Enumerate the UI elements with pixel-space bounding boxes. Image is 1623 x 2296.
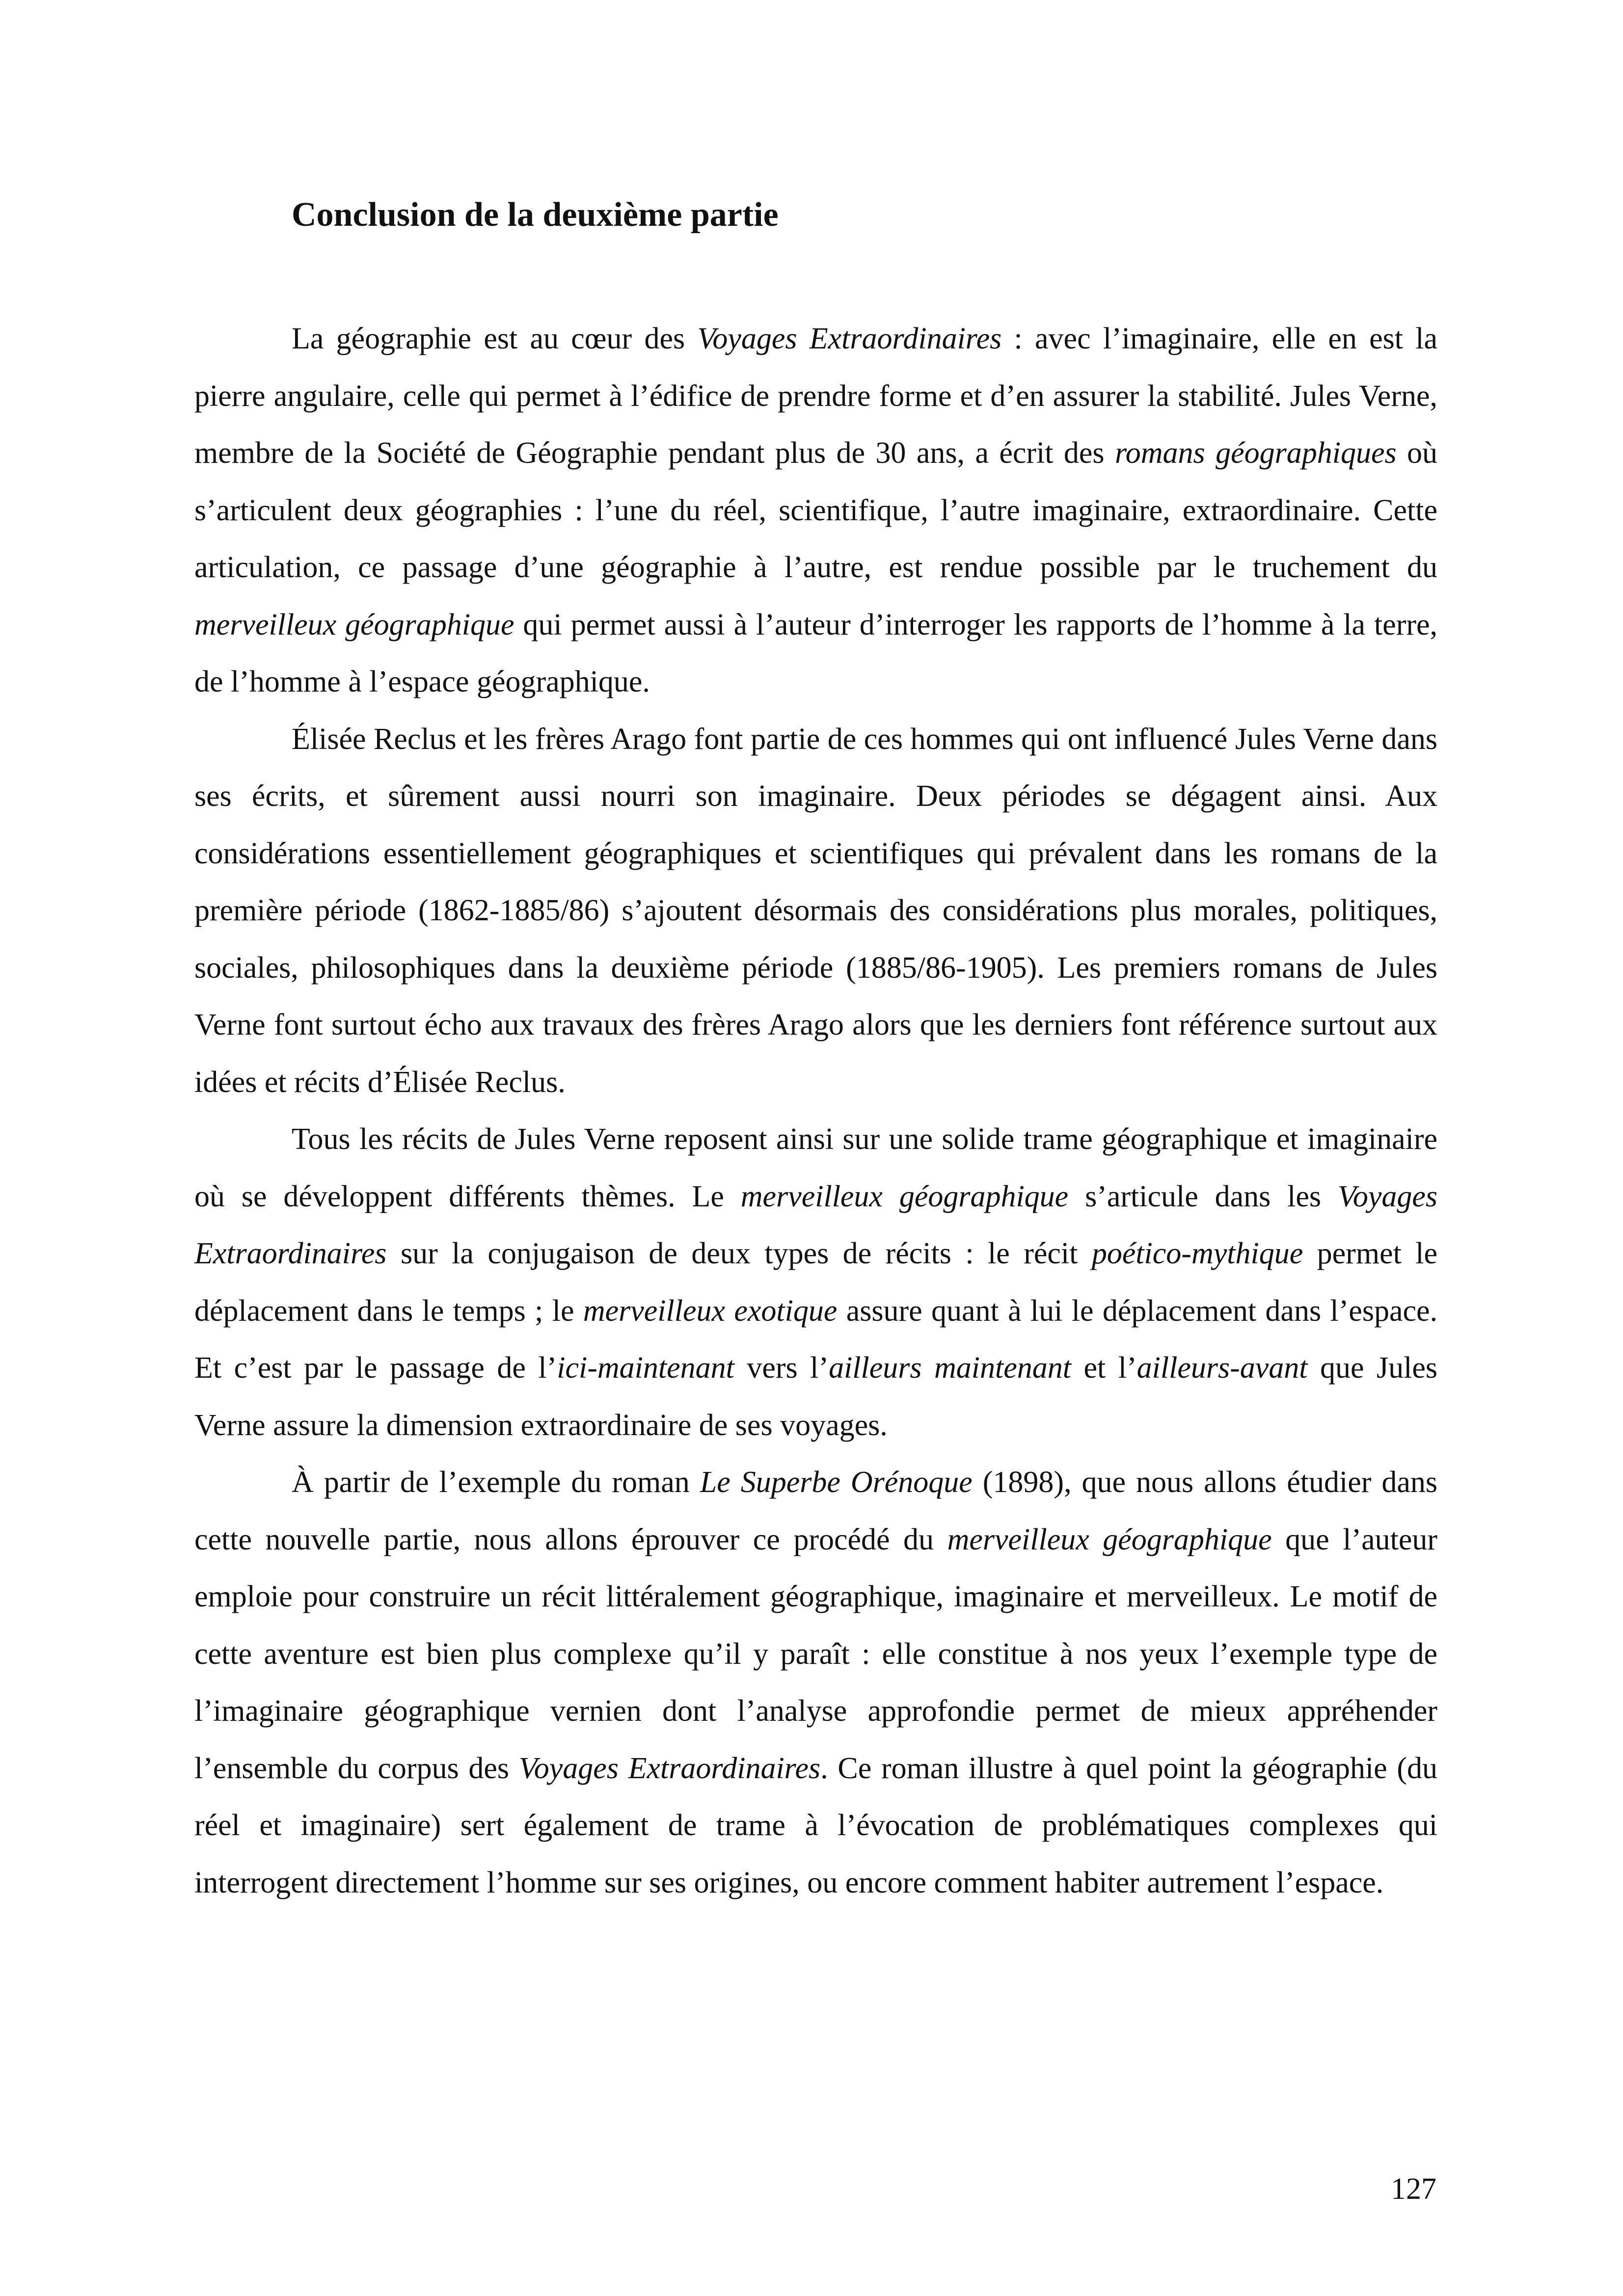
italic-text-run: romans géographiques [1114,436,1397,470]
italic-text-run: Voyages Extraordinaires [518,1751,821,1785]
italic-text-run: merveilleux géographique [947,1522,1272,1556]
italic-text-run: merveilleux géographique [194,608,514,641]
text-run: que Jules Verne assure la dimension extraordinaire de ses voyages. [194,1351,1438,1442]
text-run: vers l’ [734,1351,829,1385]
text-run: Tous les récits de Jules Verne reposent ainsi sur une solide trame géographique et imaginaire où se développent différents thèmes. Le [194,1122,1437,1213]
italic-text-run: ailleurs maintenant [829,1351,1071,1385]
italic-text-run: Voyages Extraordinaires [697,322,1002,355]
text-run: La géographie est au cœur des [292,322,698,355]
paragraph-2 [194,711,1437,1111]
text-run: qui permet aussi à l’auteur d’interroger les rapports de l’homme à la terre, de l’homme à l’espace géographique. [194,608,1438,698]
italic-text-run: poético-mythique [1091,1237,1303,1270]
body-text [194,310,1437,1911]
text-run: : avec l’imaginaire, elle en est la pierre angulaire, celle qui permet à l’édifice de prendre forme et d’en assurer la stabilité. Jules Verne, membre de la Société de Géographie pendant plus de 30 ans, a écrit des [194,322,1437,470]
italic-text-run: Le Superbe Orénoque [700,1466,973,1499]
italic-text-run: ici-maintenant [557,1351,734,1385]
paragraph-4 [194,1454,1437,1911]
text-run: assure quant à lui le déplacement dans l’espace. Et c’est par le passage de l’ [194,1294,1437,1385]
paragraph-3 [194,1111,1437,1454]
text-run: s’articule dans les [1068,1179,1338,1213]
italic-text-run: merveilleux exotique [583,1294,838,1328]
text-run: sur la conjugaison de deux types de récits : le récit [386,1237,1092,1270]
italic-text-run: Voyages Extraordinaires [194,1179,1438,1270]
text-run: (1898), que nous allons étudier dans cette nouvelle partie, nous allons éprouver ce procédé du [194,1466,1438,1556]
text-run: permet le déplacement dans le temps ; le [194,1237,1437,1328]
text-run: où s’articulent deux géographies : l’une du réel, scientifique, l’autre imaginaire, extraordinaire. Cette articulation, ce passage d’une géographie à l’autre, est rendue possible par le truchement du [194,436,1438,584]
text-run: et l’ [1071,1351,1137,1385]
paragraph-1 [194,310,1437,711]
text-run: que l’auteur emploie pour construire un récit littéralement géographique, imaginaire et merveilleux. Le motif de cette aventure est bien plus complexe qu’il y paraît : elle constitue à nos yeux l’exemple type de l’imaginaire géographique vernien dont l’analyse approfondie permet de mieux appréhender l’ensemble du corpus des [194,1522,1437,1785]
text-run: . Ce roman illustre à quel point la géographie (du réel et imaginaire) sert également de trame à l’évocation de problématiques complexes qui interrogent directement l’homme sur ses origines, ou encore comment habiter autrement l’espace. [194,1751,1437,1899]
text-run: À partir de l’exemple du roman [292,1466,700,1499]
text-run: Élisée Reclus et les frères Arago font partie de ces hommes qui ont influencé Jules Verne dans ses écrits, et sûrement aussi nourri son imaginaire. Deux périodes se dégagent ainsi. Aux considérations essentiellement géographiques et scientifiques qui prévalent dans les romans de la première période (1862-1885/86) s’ajoutent désormais des considérations plus morales, politiques, sociales, philosophiques dans la deuxième période (1885/86-1905). Les premiers romans de Jules Verne font surtout écho aux travaux des frères Arago alors que les derniers font référence surtout aux idées et récits d’Élisée Reclus. [194,722,1437,1099]
section-heading: Conclusion de la deuxième partie [292,196,779,234]
page-number: 127 [1391,2172,1436,2206]
italic-text-run: ailleurs-avant [1136,1351,1308,1385]
italic-text-run: merveilleux géographique [740,1179,1069,1213]
